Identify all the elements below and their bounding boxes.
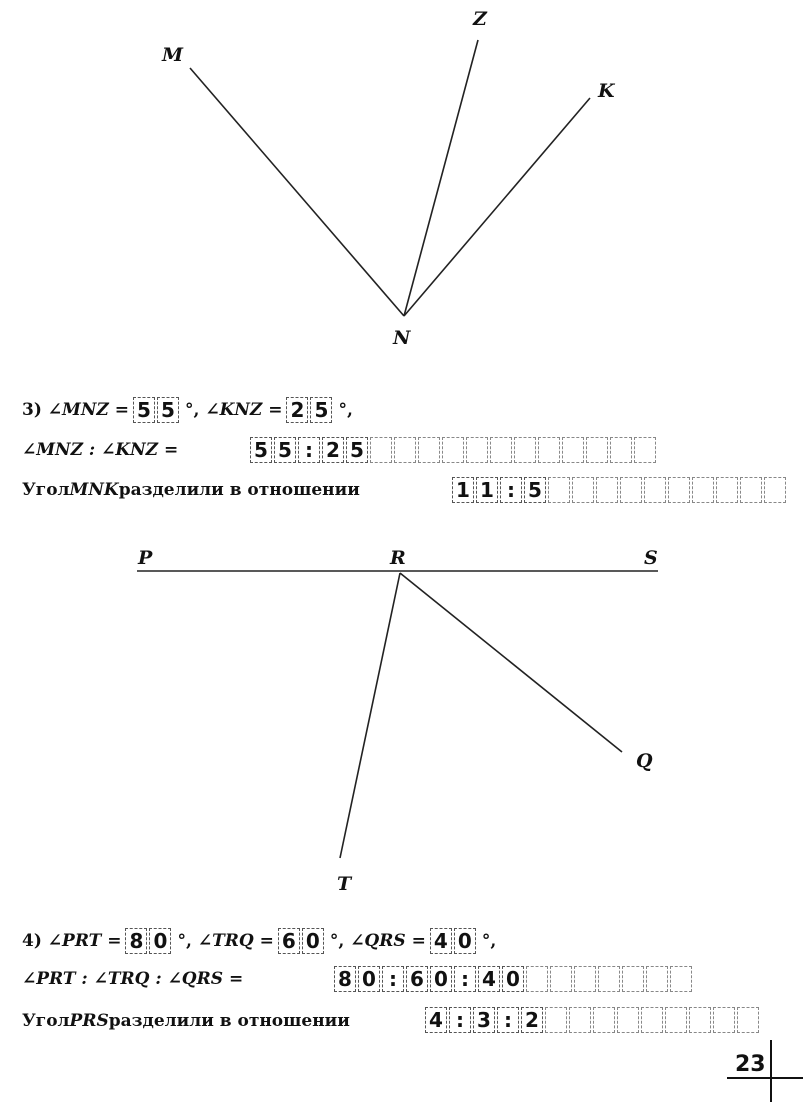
answer-cell[interactable] — [514, 437, 536, 463]
text: Угол — [22, 1011, 70, 1031]
answer-cell[interactable]: 3 — [473, 1007, 495, 1033]
answer-cell[interactable] — [526, 966, 548, 992]
angle-name: MNK — [69, 480, 119, 500]
page-number-rule — [727, 1077, 803, 1079]
answer-cell[interactable] — [617, 1007, 639, 1033]
equals: = — [107, 931, 122, 951]
answer-cell[interactable]: 5 — [524, 477, 546, 503]
answer-cell[interactable]: 8 — [125, 928, 147, 954]
answer-cell[interactable]: 5 — [250, 437, 272, 463]
text: разделили в отношении — [108, 1011, 350, 1031]
answer-cell[interactable]: 5 — [274, 437, 296, 463]
answer-cell[interactable]: 2 — [286, 397, 308, 423]
answer-cell[interactable] — [610, 437, 632, 463]
answer-cell[interactable] — [692, 477, 714, 503]
answer-cell[interactable]: 5 — [133, 397, 155, 423]
answer-cell[interactable] — [689, 1007, 711, 1033]
ray-NK — [404, 98, 590, 316]
task3-line2 — [22, 440, 178, 460]
answer-cell[interactable]: 4 — [430, 928, 452, 954]
answer-cell[interactable] — [641, 1007, 663, 1033]
point-label-M: M — [162, 44, 184, 66]
answer-cell[interactable] — [737, 1007, 759, 1033]
angle-name: PRS — [69, 1011, 109, 1031]
answer-cell[interactable]: 0 — [358, 966, 380, 992]
equals: = — [268, 400, 283, 420]
task3-line3 — [22, 480, 360, 500]
answer-cell[interactable]: 0 — [454, 928, 476, 954]
answer-cell[interactable] — [644, 477, 666, 503]
answer-box[interactable] — [133, 397, 181, 423]
equals: = — [114, 400, 129, 420]
answer-cell[interactable] — [593, 1007, 615, 1033]
text: Угол — [22, 480, 70, 500]
ray-NZ — [404, 40, 478, 316]
task3-line1 — [22, 397, 353, 423]
answer-cell[interactable]: 0 — [302, 928, 324, 954]
answer-cell[interactable] — [596, 477, 618, 503]
answer-cell[interactable]: : — [298, 437, 320, 463]
task-number: 4) — [22, 931, 42, 951]
angle-label: ∠PRT — [47, 931, 102, 951]
answer-cell[interactable] — [490, 437, 512, 463]
answer-cell[interactable] — [670, 966, 692, 992]
ratio-answer-boxes[interactable] — [425, 1007, 761, 1033]
ratio-label: ∠PRT : ∠TRQ : ∠QRS = — [22, 969, 244, 989]
answer-cell[interactable]: 5 — [310, 397, 332, 423]
degree-sign: °, — [329, 931, 345, 951]
ratio-answer-boxes[interactable] — [334, 966, 694, 992]
point-label-Q: Q — [636, 750, 653, 772]
point-label-T: T — [337, 873, 352, 895]
answer-cell[interactable]: : — [382, 966, 404, 992]
answer-cell[interactable] — [622, 966, 644, 992]
answer-cell[interactable] — [466, 437, 488, 463]
ray-NM — [190, 68, 404, 316]
degree-sign: °, — [338, 400, 353, 420]
answer-cell[interactable] — [562, 437, 584, 463]
ray-RQ — [400, 573, 622, 752]
answer-cell[interactable]: 4 — [478, 966, 500, 992]
point-label-K: K — [598, 80, 615, 102]
answer-cell[interactable] — [574, 966, 596, 992]
answer-cell[interactable]: 5 — [346, 437, 368, 463]
answer-cell[interactable] — [548, 477, 570, 503]
answer-cell[interactable]: 0 — [430, 966, 452, 992]
answer-cell[interactable]: : — [497, 1007, 519, 1033]
point-label-Z: Z — [473, 8, 487, 30]
answer-cell[interactable] — [620, 477, 642, 503]
answer-cell[interactable]: : — [449, 1007, 471, 1033]
answer-cell[interactable] — [586, 437, 608, 463]
answer-cell[interactable] — [716, 477, 738, 503]
answer-cell[interactable] — [370, 437, 392, 463]
answer-cell[interactable] — [598, 966, 620, 992]
ratio-label: ∠MNZ : ∠KNZ = — [22, 440, 179, 460]
answer-cell[interactable] — [442, 437, 464, 463]
answer-cell[interactable] — [572, 477, 594, 503]
task4-line1 — [22, 928, 496, 954]
answer-cell[interactable]: : — [500, 477, 522, 503]
answer-cell[interactable] — [418, 437, 440, 463]
page-number-rule — [770, 1040, 772, 1102]
degree-sign: °, — [481, 931, 497, 951]
answer-cell[interactable]: 6 — [278, 928, 300, 954]
task-number: 3) — [22, 400, 42, 420]
answer-cell[interactable]: 5 — [157, 397, 179, 423]
text: разделили в отношении — [118, 480, 360, 500]
task4-line2 — [22, 969, 243, 989]
answer-cell[interactable]: 8 — [334, 966, 356, 992]
page-number: 23 — [735, 1052, 766, 1077]
answer-cell[interactable] — [665, 1007, 687, 1033]
equals: = — [411, 931, 426, 951]
answer-cell[interactable] — [713, 1007, 735, 1033]
point-label-N: N — [393, 327, 411, 349]
answer-cell[interactable] — [545, 1007, 567, 1033]
answer-cell[interactable] — [646, 966, 668, 992]
answer-cell[interactable] — [764, 477, 786, 503]
point-label-R: R — [390, 547, 406, 569]
answer-box[interactable] — [286, 397, 334, 423]
answer-cell[interactable] — [634, 437, 656, 463]
answer-cell[interactable]: 6 — [406, 966, 428, 992]
answer-cell[interactable] — [550, 966, 572, 992]
answer-cell[interactable]: 4 — [425, 1007, 447, 1033]
point-label-S: S — [644, 547, 658, 569]
angle-label: ∠TRQ — [197, 931, 254, 951]
answer-cell[interactable] — [394, 437, 416, 463]
answer-cell[interactable] — [538, 437, 560, 463]
answer-cell[interactable]: 0 — [149, 928, 171, 954]
ratio-answer-boxes[interactable] — [250, 437, 658, 463]
degree-sign: °, — [184, 400, 200, 420]
angle-label: ∠QRS — [350, 931, 406, 951]
answer-cell[interactable]: 2 — [322, 437, 344, 463]
task4-line3 — [22, 1011, 350, 1031]
answer-box[interactable] — [430, 928, 478, 954]
degree-sign: °, — [177, 931, 192, 951]
point-label-P: P — [138, 547, 153, 569]
answer-cell[interactable]: 1 — [476, 477, 498, 503]
answer-cell[interactable]: 1 — [452, 477, 474, 503]
angle-label: ∠MNZ — [47, 400, 109, 420]
answer-box[interactable] — [278, 928, 326, 954]
answer-box[interactable] — [125, 928, 173, 954]
answer-cell[interactable]: 0 — [502, 966, 524, 992]
angle-label: ∠KNZ — [205, 400, 263, 420]
answer-cell[interactable] — [740, 477, 762, 503]
equals: = — [259, 931, 274, 951]
answer-cell[interactable]: 2 — [521, 1007, 543, 1033]
answer-cell[interactable] — [569, 1007, 591, 1033]
answer-cell[interactable]: : — [454, 966, 476, 992]
ray-RT — [340, 573, 400, 858]
ratio-answer-boxes[interactable] — [452, 477, 788, 503]
answer-cell[interactable] — [668, 477, 690, 503]
